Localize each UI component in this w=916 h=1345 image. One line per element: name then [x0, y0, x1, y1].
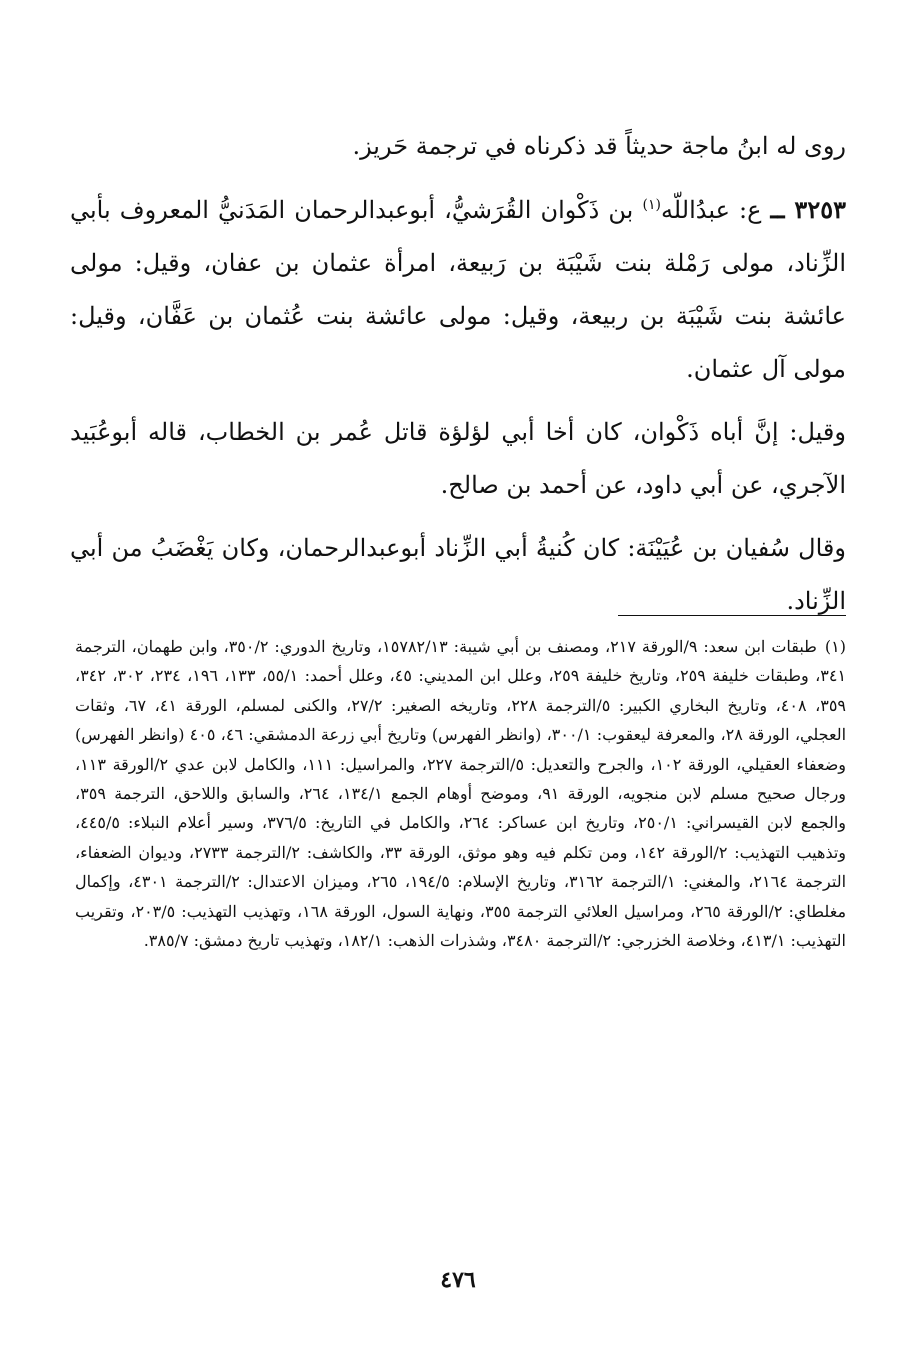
paragraph-sufyan: وقال سُفيان بن عُيَيْنَة: كان كُنيةُ أبي الزِّناد أبوعبدالرحمان، وكان يَغْضَبُ من أبي الزِّناد. [70, 534, 846, 615]
main-text [70, 120, 846, 628]
entry-number: ٣٢٥٣ ــ [770, 195, 846, 224]
entry-heading: ع: عبدُاللّه [660, 196, 762, 224]
entry-3253 [70, 183, 846, 396]
footnote [75, 632, 846, 955]
footnote-number: (١) [824, 637, 847, 656]
footnote-separator [618, 615, 846, 616]
footnote-reference: (١) [642, 197, 661, 213]
paragraph-intro: روى له ابنُ ماجة حديثاً قد ذكرناه في ترجمة حَريز. [352, 132, 846, 160]
footnote-text: طبقات ابن سعد: ٩/الورقة ٢١٧، ومصنف بن أبي شيبة: ١٥٧٨٢/١٣، وتاريخ الدوري: ٣٥٠/٢، وابن طهمان، الترجمة ٣٤١، وطبقات خليفة ٢٥٩، وتاريخ خليفة ٢٥٩، وعلل ابن المديني: ٤٥، وعلل أحمد: ٥٥/١، ١٣٣، ١٩٦، ٢٣٤، ٣٠٢، ٣٤٢، ٣٥٩، ٤٠٨، وتاريخ البخاري الكبير: ٥/الترجمة ٢٢٨، وتاريخه الصغير: ٢٧/٢، والكنى لمسلم، الورقة ٤١، ٦٧، وثقات العجلي، الورقة ٢٨، والمعرفة ليعقوب: ٣٠٠/١، (وانظر الفهرس) وتاريخ أبي زرعة الدمشقي: ٤٦، ٤٠٥ (وانظر الفهرس) وضعفاء العقيلي، الورقة ١٠٢، والجرح والتعديل: ٥/الترجمة ٢٢٧، والمراسيل: ١١١، والكامل لابن عدي ٢/الورقة ١١٣، ورجال صحيح مسلم لابن منجويه، الورقة ٩١، وموضح أوهام الجمع ١٣٤/١، ٢٦٤، والسابق واللاحق، الترجمة ٣٥٩، والجمع لابن القيسراني: ٢٥٠/١، وتاريخ ابن عساكر: ٢٦٤، والكامل في التاريخ: ٣٧٦/٥، وسير أعلام النبلاء: ٤٤٥/٥، وتذهيب التهذيب: ٢/الورقة ١٤٢، ومن تكلم فيه وهو موثق، الورقة ٣٣، والكاشف: ٢/الترجمة ٢٧٣٣، وديوان الضعفاء، الترجمة ٢١٦٤، والمغني: ١/الترجمة ٣١٦٢، وتاريخ الإسلام: ١٩٤/٥، ٢٦٥، وميزان الاعتدال: ٢/الترجمة ٤٣٠١، وإكمال مغلطاي: ٢/الورقة ٢٦٥، ومراسيل العلائي الترجمة ٣٥٥، ونهاية السول، الورقة ١٦٨، وتهذيب التهذيب: ٢٠٣/٥، وتقريب التهذيب: ٤١٣/١، وخلاصة الخزرجي: ٢/الترجمة ٣٤٨٠، وشذرات الذهب: ١٨٢/١، وتهذيب تاريخ دمشق: ٣٨٥/٧. [75, 637, 847, 951]
entry-body: بن ذَكْوان القُرَشيُّ، أبوعبدالرحمان المَدَنيُّ المعروف بأبي الزِّناد، مولى رَمْلة بنت شَيْبَة بن رَبيعة، امرأة عثمان بن عفان، وقيل: مولى عائشة بنت شَيْبَة بن ربيعة، وقيل: مولى عائشة بنت عُثمان بن عَفَّان، وقيل: مولى آل عثمان. [70, 196, 846, 383]
paragraph-father: وقيل: إنَّ أباه ذَكْوان، كان أخا أبي لؤلؤة قاتل عُمر بن الخطاب، قاله أبوعُبَيد الآجري، عن أبي داود، عن أحمد بن صالح. [70, 418, 846, 499]
page-number: ٤٧٦ [440, 1267, 476, 1293]
